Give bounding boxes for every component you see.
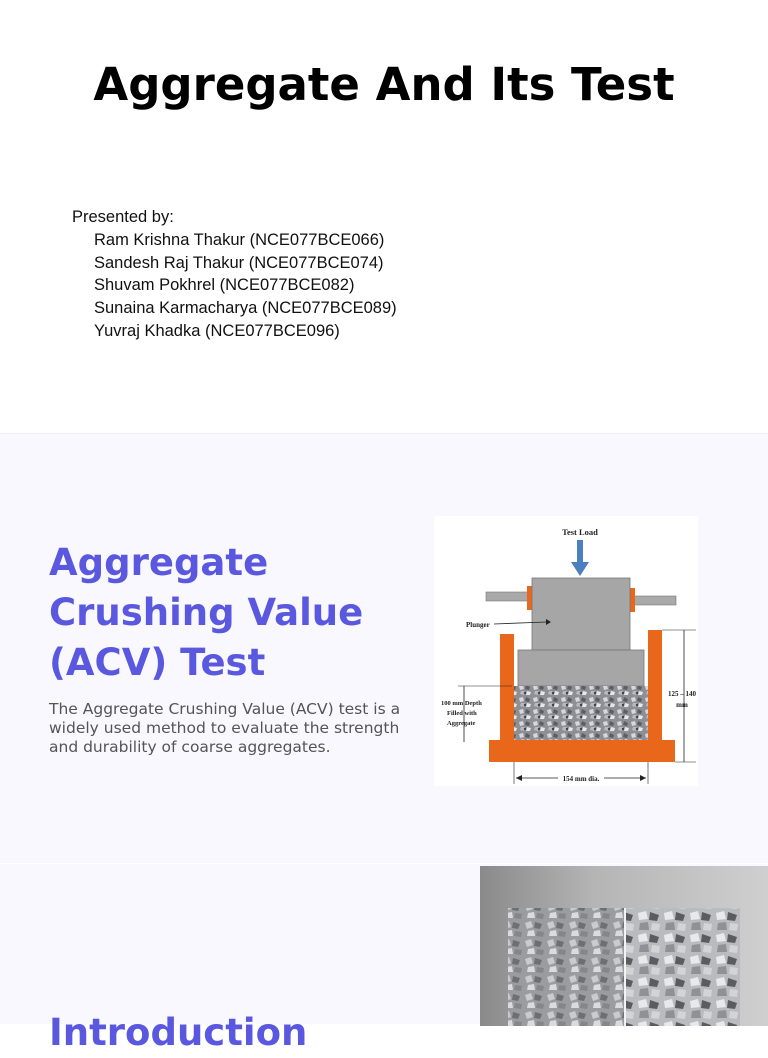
depth-label-line2: Filled with bbox=[447, 710, 477, 717]
test-load-label: Test Load bbox=[562, 527, 598, 537]
title-slide bbox=[0, 0, 768, 432]
slide-title: Aggregate And Its Test bbox=[93, 58, 675, 111]
presented-by-label: Presented by: bbox=[72, 208, 174, 226]
height-label-line2: mm bbox=[676, 701, 688, 709]
gravel-photo-svg bbox=[480, 866, 768, 1026]
load-arrow-head bbox=[571, 562, 589, 576]
load-arrow-shaft bbox=[577, 540, 583, 564]
presenter-list bbox=[72, 206, 397, 343]
depth-label-line3: Aggregate bbox=[447, 720, 476, 727]
introduction-slide bbox=[0, 864, 768, 1054]
mould-left-wall bbox=[500, 634, 514, 742]
diameter-arrow-right bbox=[640, 775, 646, 781]
fine-aggregate-sample bbox=[508, 908, 624, 1026]
acv-apparatus-diagram bbox=[434, 516, 698, 786]
acv-description: The Aggregate Crushing Value (ACV) test is a widely used method to evaluate the strength and durability of coarse aggregates. bbox=[49, 700, 401, 756]
plunger-base bbox=[518, 650, 644, 686]
mould-base bbox=[489, 740, 675, 762]
presenter-name: Sandesh Raj Thakur (NCE077BCE074) bbox=[94, 253, 384, 272]
diameter-arrow-left bbox=[516, 775, 522, 781]
right-guide-bar bbox=[634, 596, 676, 605]
sample-divider bbox=[624, 908, 626, 1026]
presenter-name: Sunaina Karmacharya (NCE077BCE089) bbox=[94, 299, 397, 318]
height-label-line1: 125 – 140 bbox=[668, 690, 696, 698]
introduction-heading: Introduction bbox=[49, 1011, 308, 1054]
aggregate-fill bbox=[514, 686, 648, 742]
acv-heading: Aggregate Crushing Value (ACV) Test bbox=[49, 541, 364, 684]
mould-right-wall bbox=[648, 630, 662, 742]
plunger-upper bbox=[532, 578, 630, 650]
depth-label-line1: 100 mm Depth bbox=[441, 700, 482, 707]
gravel-photo bbox=[480, 866, 768, 1026]
coarse-aggregate-sample bbox=[626, 908, 740, 1026]
apparatus-svg bbox=[434, 516, 698, 786]
presenter-name: Shuvam Pokhrel (NCE077BCE082) bbox=[94, 276, 355, 295]
presenter-name: Ram Krishna Thakur (NCE077BCE066) bbox=[94, 230, 385, 249]
presenter-name: Yuvraj Khadka (NCE077BCE096) bbox=[94, 321, 340, 340]
left-guide-bar bbox=[486, 592, 530, 601]
diameter-label: 154 mm dia. bbox=[562, 775, 600, 783]
plunger-label: Plunger bbox=[466, 621, 490, 629]
acv-test-slide bbox=[0, 433, 768, 863]
